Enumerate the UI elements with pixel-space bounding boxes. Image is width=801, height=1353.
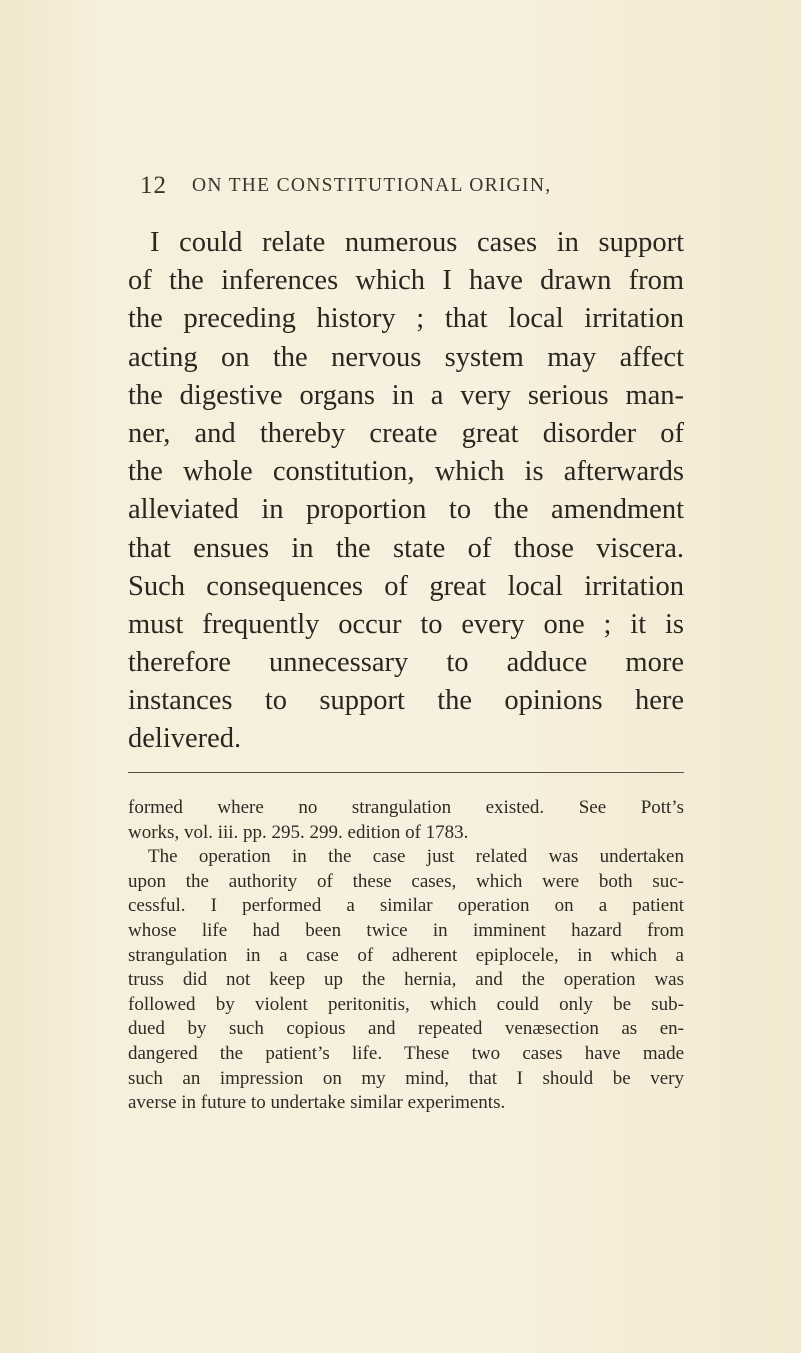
footnote-line: upon the authority of these cases, which were both suc- [128, 870, 684, 892]
body-line: instances to support the opinions here [128, 685, 684, 717]
footnote-line: The operation in the case just related was undertaken [148, 846, 684, 868]
body-line: must frequently occur to every one ; it is [128, 608, 684, 640]
footnote-divider [128, 772, 684, 773]
footnote-line: truss did not keep up the hernia, and the operation was [128, 969, 684, 991]
body-line: I could relate numerous cases in support [150, 227, 684, 258]
body-line: that ensues in the state of those viscera. [128, 532, 684, 564]
body-paragraph [128, 224, 684, 759]
body-line: the preceding history ; that local irritation [128, 303, 684, 335]
body-line: of the inferences which I have drawn from [128, 265, 684, 297]
footnote-line: formed where no strangulation existed. See Pott’s [128, 797, 684, 818]
footnote [128, 796, 684, 1116]
footnote-line: such an impression on my mind, that I should be very [128, 1067, 684, 1089]
body-line: delivered. [128, 723, 242, 755]
body-line: alleviated in proportion to the amendment [128, 494, 684, 526]
footnote-line: averse in future to undertake similar experiments. [128, 1092, 506, 1114]
footnote-line: strangulation in a case of adherent epiplocele, in which a [128, 944, 684, 966]
page-number: 12 [140, 172, 167, 199]
footnote-line: dued by such copious and repeated venæsection as en- [128, 1018, 684, 1040]
body-line: acting on the nervous system may affect [128, 341, 684, 373]
running-head [140, 172, 700, 202]
footnote-line: whose life had been twice in imminent hazard from [128, 919, 684, 941]
running-title: ON THE CONSTITUTIONAL ORIGIN, [192, 175, 552, 196]
body-line: the digestive organs in a very serious man- [128, 379, 684, 411]
footnote-line: followed by violent peritonitis, which could only be sub- [128, 993, 684, 1015]
footnote-line: dangered the patient’s life. These two cases have made [128, 1042, 684, 1064]
footnote-line: cessful. I performed a similar operation on a patient [128, 895, 684, 917]
footnote-line: works, vol. iii. pp. 295. 299. edition of 1783. [128, 821, 469, 843]
body-line: Such consequences of great local irritation [128, 570, 684, 602]
body-line: therefore unnecessary to adduce more [128, 647, 684, 679]
body-line: the whole constitution, which is afterwards [128, 456, 684, 488]
body-line: ner, and thereby create great disorder of [128, 417, 684, 449]
